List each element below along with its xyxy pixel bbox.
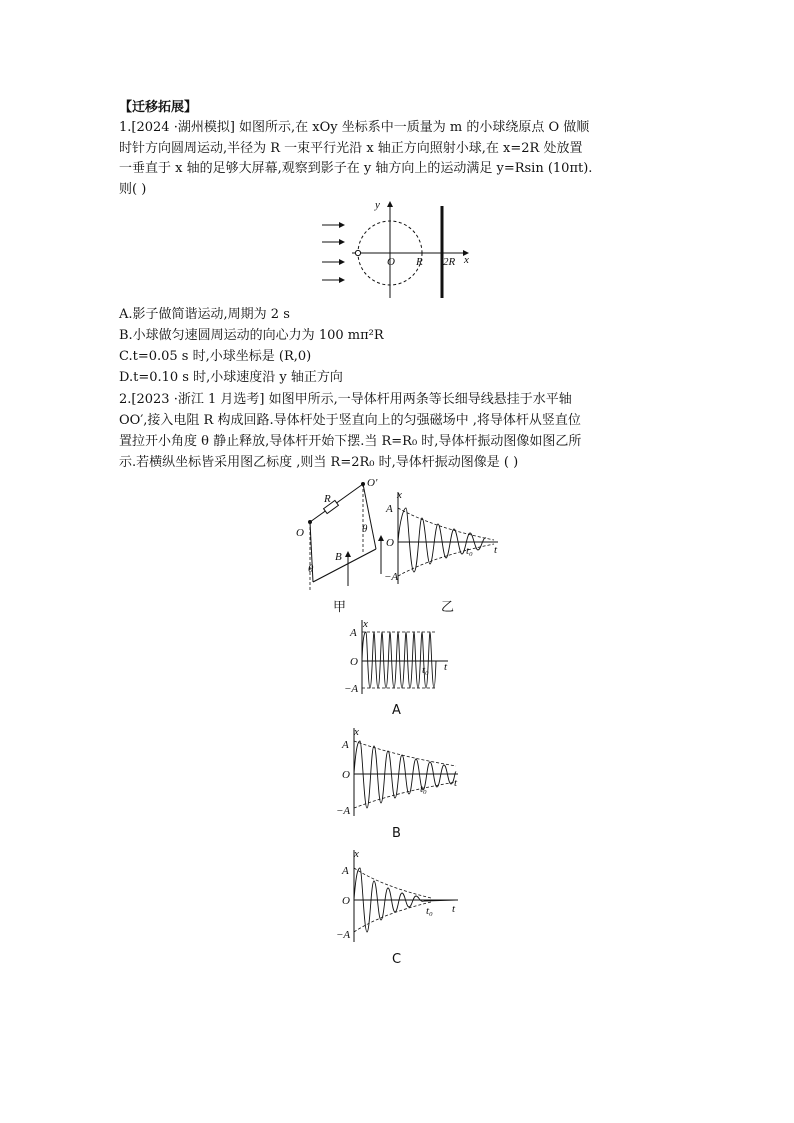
damped-curve: [398, 508, 486, 572]
x-axis-label: x: [354, 848, 359, 860]
q2-line-1: 2.[2023 ·浙江 1 月选考] 如图甲所示,一导体杆用两条等长细导线悬挂于水平轴: [119, 392, 572, 407]
t-axis-label: t: [454, 777, 458, 789]
fig-yi-damped-graph: [384, 488, 504, 588]
q2-line-2: OO′,接入电阻 R 构成回路.导体杆处于竖直向上的匀强磁场中 ,将导体杆从竖直位: [119, 413, 581, 428]
q1-option-a[interactable]: A.影子做简谐运动,周期为 2 s: [119, 307, 290, 322]
q1-option-d[interactable]: D.t=0.10 s 时,小球速度沿 y 轴正方向: [119, 370, 343, 385]
caption-option-c[interactable]: C: [392, 952, 402, 967]
envelope-upper: [354, 741, 456, 766]
theta-label-left: θ: [308, 563, 314, 575]
amp-label: A: [350, 627, 357, 639]
t-axis-label: t: [444, 661, 448, 673]
envelope-upper: [354, 868, 431, 898]
fig-jia-pendulum: [288, 474, 388, 596]
two-r-label: 2R: [443, 256, 456, 268]
b-label: B: [335, 551, 342, 563]
x-axis-label: x: [397, 489, 402, 501]
q1-line-3: 一垂直于 x 轴的足够大屏幕,观察到影子在 y 轴方向上的运动满足 y=Rsin (10πt).: [119, 161, 593, 176]
y-axis-label: y: [375, 199, 380, 211]
q2-line-4: 示.若横纵坐标皆采用图乙标度 ,则当 R=2R₀ 时,导体杆振动图像是 ( ): [119, 455, 519, 470]
q1-option-b[interactable]: B.小球做匀速圆周运动的向心力为 100 mπ²R: [119, 328, 384, 343]
q1-line-2: 时针方向圆周运动,半径为 R 一束平行光沿 x 轴正方向照射小球,在 x=2R 处放置: [119, 141, 583, 156]
neg-amp-label: −A: [344, 683, 359, 695]
origin-label: O: [342, 769, 350, 781]
option-b-graph[interactable]: [336, 726, 466, 818]
amp-label: A: [342, 739, 349, 751]
neg-amp-label: −A: [336, 805, 351, 817]
q1-circle-figure: [318, 196, 478, 301]
neg-amp-label: −A: [384, 571, 399, 583]
o-prime-label: O': [367, 477, 378, 489]
theta-label-right: θ: [362, 523, 368, 535]
neg-amp-label: −A: [336, 929, 351, 941]
x-axis-label: x: [354, 726, 359, 738]
t0-label: t₀: [420, 783, 427, 795]
q1-line-4: 则( ): [119, 182, 147, 197]
caption-yi: 乙: [441, 600, 455, 615]
origin-label: O: [387, 256, 395, 268]
t-axis-label: t: [494, 544, 498, 556]
amp-label: A: [386, 503, 393, 515]
caption-option-a[interactable]: A: [392, 703, 401, 718]
option-c-graph[interactable]: [336, 848, 466, 944]
undamped-curve: [362, 632, 436, 688]
origin-label: O: [386, 537, 394, 549]
x-axis-label: x: [363, 618, 368, 630]
r-label: R: [416, 256, 423, 268]
origin-label: O: [342, 895, 350, 907]
caption-jia: 甲: [333, 600, 347, 615]
t-axis-label: t: [452, 903, 456, 915]
q1-line-1: 1.[2024 ·湖州模拟] 如图所示,在 xOy 坐标系中一质量为 m 的小球绕原点 O 做顺: [119, 120, 590, 135]
x-axis-label: x: [464, 254, 469, 266]
t0-label: t₀: [466, 545, 473, 557]
t0-label: t₀: [426, 905, 433, 917]
caption-option-b[interactable]: B: [392, 826, 401, 841]
o-label: O: [296, 527, 304, 539]
envelope-upper: [398, 508, 494, 540]
t0-label: t₀: [422, 664, 429, 676]
section-title: 【迁移拓展】: [119, 100, 198, 115]
conductor-rod: [313, 549, 376, 582]
r-label: R: [324, 493, 331, 505]
origin-label: O: [350, 656, 358, 668]
ball: [355, 250, 360, 255]
q1-option-c[interactable]: C.t=0.05 s 时,小球坐标是 (R,0): [119, 349, 312, 364]
amp-label: A: [342, 865, 349, 877]
q2-line-3: 置拉开小角度 θ 静止释放,导体杆开始下摆.当 R=R₀ 时,导体杆振动图像如图乙所: [119, 434, 582, 449]
wire-right: [363, 484, 376, 549]
option-a-graph[interactable]: [336, 618, 456, 696]
